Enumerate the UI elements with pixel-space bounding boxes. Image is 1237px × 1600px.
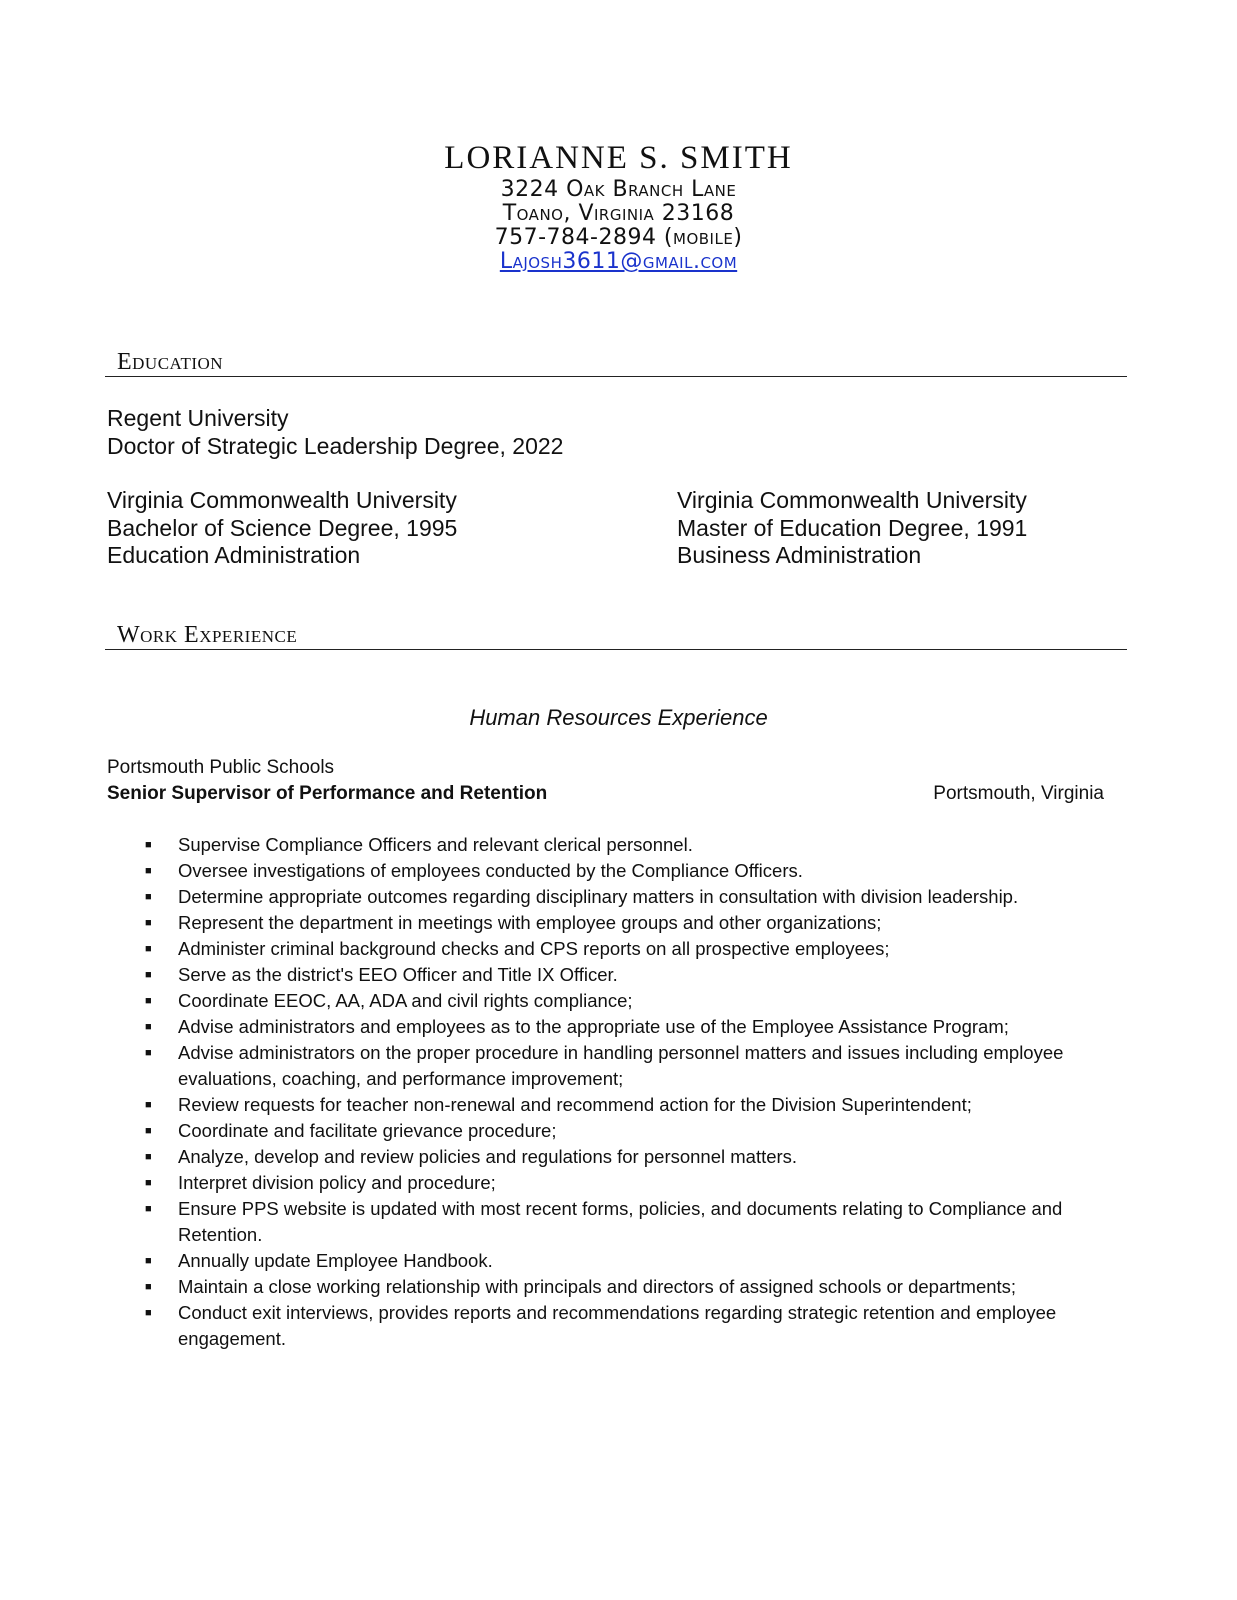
phone-number: 757-784-2894 (mobile) xyxy=(494,225,743,250)
list-item-text: Determine appropriate outcomes regarding disciplinary matters in consultation with division leadership. xyxy=(178,886,1019,907)
list-item-text: Advise administrators on the proper procedure in handling personnel matters and issues including employee evaluations, coaching, and performance improvement; xyxy=(178,1042,1064,1089)
bullet-square-icon: ■ xyxy=(145,839,152,851)
list-item xyxy=(142,1040,1132,1092)
bullet-square-icon: ■ xyxy=(145,1151,152,1163)
list-item xyxy=(142,936,1132,962)
list-item xyxy=(142,1118,1132,1144)
list-item xyxy=(142,1170,1132,1196)
bullet-square-icon: ■ xyxy=(145,943,152,955)
responsibilities-list xyxy=(142,832,1132,1352)
candidate-name: LORIANNE S. SMITH xyxy=(444,140,793,176)
list-item xyxy=(142,988,1132,1014)
education-entry-3 xyxy=(677,487,1027,570)
bullet-square-icon: ■ xyxy=(145,969,152,981)
list-item-text: Analyze, develop and review policies and regulations for personnel matters. xyxy=(178,1146,798,1167)
bullet-square-icon: ■ xyxy=(145,1281,152,1293)
list-item xyxy=(142,1092,1132,1118)
list-item-text: Interpret division policy and procedure; xyxy=(178,1172,496,1193)
field-of-study: Education Administration xyxy=(107,542,361,568)
employer-name: Portsmouth Public Schools xyxy=(107,757,335,778)
list-item-text: Coordinate and facilitate grievance procedure; xyxy=(178,1120,557,1141)
list-item-text: Represent the department in meetings with employee groups and other organizations; xyxy=(178,912,882,933)
education-entry-1 xyxy=(107,405,563,460)
bullet-square-icon: ■ xyxy=(145,1177,152,1189)
list-item-text: Administer criminal background checks and CPS reports on all prospective employees; xyxy=(178,938,890,959)
list-item-text: Maintain a close working relationship with principals and directors of assigned schools or departments; xyxy=(178,1276,1017,1297)
work-subheading: Human Resources Experience xyxy=(469,705,768,730)
list-item-text: Coordinate EEOC, AA, ADA and civil rights compliance; xyxy=(178,990,633,1011)
bullet-square-icon: ■ xyxy=(145,917,152,929)
bullet-square-icon: ■ xyxy=(145,1047,152,1059)
school-name: Regent University xyxy=(107,405,289,431)
email-link[interactable]: Lajosh3611@gmail.com xyxy=(499,249,738,274)
degree: Doctor of Strategic Leadership Degree, 2022 xyxy=(107,432,564,459)
bullet-square-icon: ■ xyxy=(145,891,152,903)
school-name: Virginia Commonwealth University xyxy=(107,487,457,513)
list-item xyxy=(142,1196,1132,1248)
bullet-square-icon: ■ xyxy=(145,1125,152,1137)
degree: Bachelor of Science Degree, 1995 xyxy=(107,514,458,541)
list-item xyxy=(142,1014,1132,1040)
bullet-square-icon: ■ xyxy=(145,1099,152,1111)
bullet-square-icon: ■ xyxy=(145,1021,152,1033)
work-divider xyxy=(105,649,1127,650)
school-name: Virginia Commonwealth University xyxy=(677,487,1027,513)
list-item-text: Conduct exit interviews, provides reports and recommendations regarding strategic retention and employee engagement. xyxy=(178,1302,1057,1349)
list-item-text: Advise administrators and employees as to the appropriate use of the Employee Assistance Program; xyxy=(178,1016,1009,1037)
list-item xyxy=(142,858,1132,884)
education-divider xyxy=(105,376,1127,377)
list-item-text: Ensure PPS website is updated with most recent forms, policies, and documents relating to Compliance and Retention. xyxy=(178,1198,1063,1245)
list-item-text: Oversee investigations of employees conducted by the Compliance Officers. xyxy=(178,860,803,881)
work-section-title: Work Experience xyxy=(117,622,298,648)
list-item-text: Supervise Compliance Officers and relevant clerical personnel. xyxy=(178,834,693,855)
bullet-square-icon: ■ xyxy=(145,1255,152,1267)
bullet-square-icon: ■ xyxy=(145,1203,152,1215)
address-line-2: Toano, Virginia 23168 xyxy=(502,201,735,226)
list-item-text: Annually update Employee Handbook. xyxy=(178,1250,493,1271)
job-location: Portsmouth, Virginia xyxy=(933,783,1104,804)
list-item xyxy=(142,832,1132,858)
job-title: Senior Supervisor of Performance and Retention xyxy=(107,783,548,804)
education-entry-2 xyxy=(107,487,457,570)
bullet-square-icon: ■ xyxy=(145,865,152,877)
list-item xyxy=(142,1144,1132,1170)
bullet-square-icon: ■ xyxy=(145,995,152,1007)
list-item xyxy=(142,1248,1132,1274)
list-item xyxy=(142,1274,1132,1300)
degree: Master of Education Degree, 1991 xyxy=(677,514,1028,541)
list-item xyxy=(142,1300,1132,1352)
bullet-square-icon: ■ xyxy=(145,1307,152,1319)
list-item xyxy=(142,910,1132,936)
field-of-study: Business Administration xyxy=(677,542,922,568)
list-item-text: Review requests for teacher non-renewal and recommend action for the Division Superintendent; xyxy=(178,1094,972,1115)
resume-header xyxy=(0,138,1237,274)
list-item-text: Serve as the district's EEO Officer and Title IX Officer. xyxy=(178,964,618,985)
address-line-1: 3224 Oak Branch Lane xyxy=(500,177,737,202)
education-section-title: Education xyxy=(117,349,224,375)
list-item xyxy=(142,962,1132,988)
list-item xyxy=(142,884,1132,910)
